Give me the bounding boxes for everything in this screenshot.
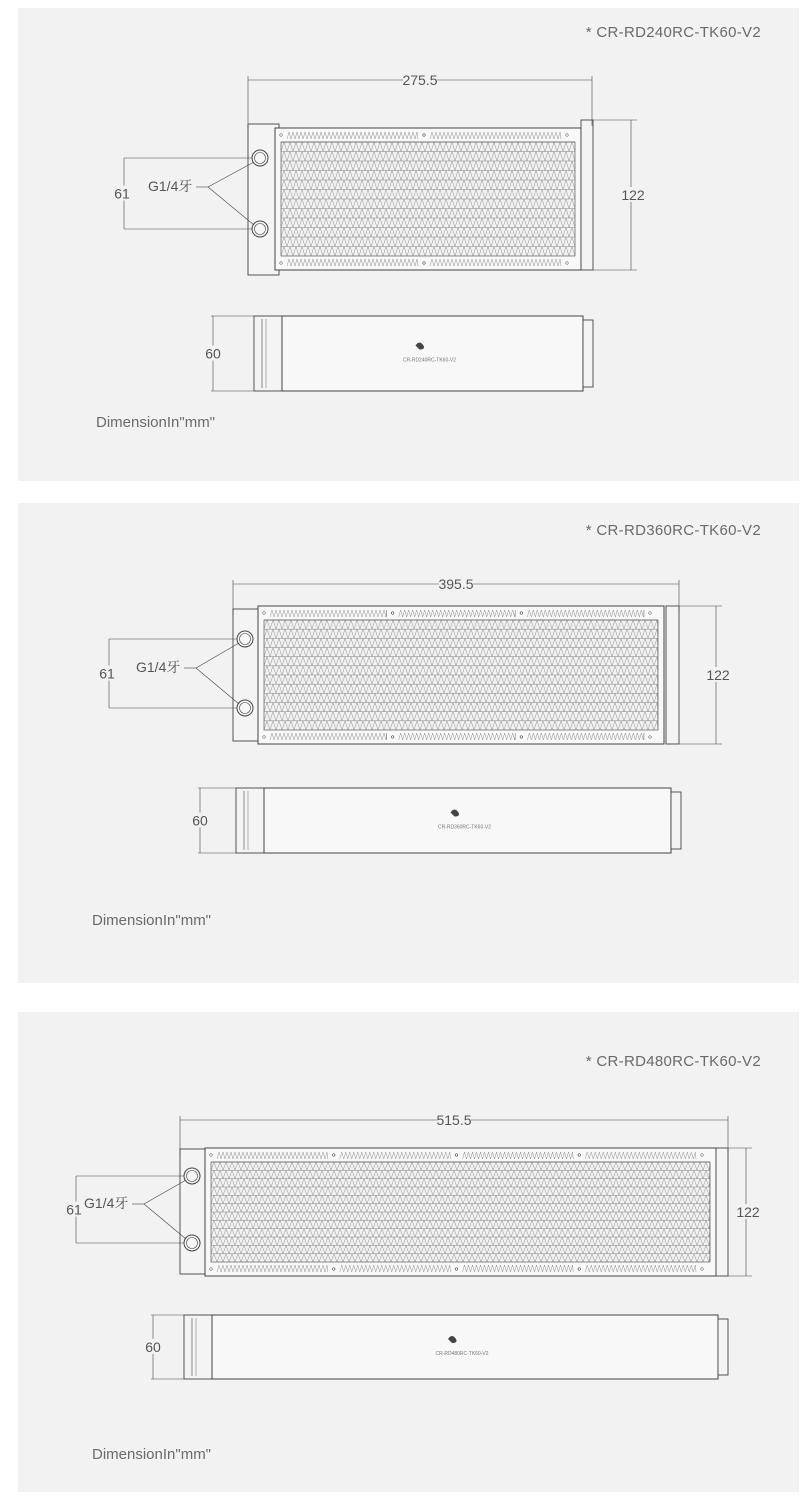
port-spacing-dimension: 61 <box>114 185 130 202</box>
radiator-side-view <box>254 316 593 391</box>
dimension-unit-note: DimensionIn"mm" <box>92 912 212 929</box>
radiator-side-view <box>184 1315 728 1379</box>
length-dimension: 395.5 <box>438 576 474 592</box>
height-dimension: 122 <box>706 667 730 683</box>
height-dimension: 122 <box>736 1204 760 1220</box>
side-model-label: CR-RD360RC-TK60-V2 <box>437 824 492 831</box>
length-dimension: 275.5 <box>402 72 438 88</box>
end-tank-right <box>581 120 593 270</box>
length-dimension: 515.5 <box>436 1112 472 1128</box>
end-tank-right <box>666 606 679 744</box>
drawing-panel-240 <box>18 8 799 481</box>
model-number: * CR-RD480RC-TK60-V2 <box>585 1053 761 1070</box>
side-body <box>282 316 583 391</box>
side-end-tank <box>236 788 264 853</box>
side-end-cap <box>583 320 593 387</box>
side-body <box>264 788 671 853</box>
side-end-tank <box>254 316 282 391</box>
model-number: * CR-RD240RC-TK60-V2 <box>585 24 761 41</box>
thread-callout: G1/4牙 <box>148 178 193 194</box>
end-tank-left <box>248 124 279 275</box>
thickness-dimension: 60 <box>192 812 208 829</box>
thread-callout: G1/4牙 <box>84 1195 129 1211</box>
side-end-cap <box>718 1319 728 1375</box>
radiator-side-view <box>236 788 681 853</box>
thread-callout: G1/4牙 <box>136 659 181 675</box>
thickness-dimension: 60 <box>205 345 221 362</box>
drawing-panel-360 <box>18 503 799 983</box>
end-tank-right <box>716 1148 728 1276</box>
front-view-480 <box>18 1012 799 1492</box>
port-spacing-dimension: 61 <box>99 665 115 682</box>
front-view-240 <box>18 8 799 481</box>
drawing-panel-480 <box>18 1012 799 1492</box>
dimension-unit-note: DimensionIn"mm" <box>96 414 216 431</box>
thickness-dimension: 60 <box>145 1339 161 1355</box>
radiator-front-view <box>180 1148 728 1276</box>
side-model-label: CR-RD480RC-TK60-V2 <box>435 1351 489 1357</box>
dimension-unit-note: DimensionIn"mm" <box>92 1446 212 1463</box>
side-body <box>212 1315 718 1379</box>
side-end-tank <box>184 1315 212 1379</box>
height-dimension: 122 <box>621 187 645 203</box>
side-end-cap <box>671 792 681 849</box>
port-spacing-dimension: 61 <box>66 1201 82 1218</box>
leader-line <box>208 162 254 187</box>
leader-line <box>208 187 254 225</box>
side-model-label: CR-RD240RC-TK60-V2 <box>402 357 457 364</box>
radiator-front-view <box>233 606 679 744</box>
front-view-360 <box>18 503 799 983</box>
model-number: * CR-RD360RC-TK60-V2 <box>585 522 761 539</box>
radiator-front-view <box>248 120 593 275</box>
